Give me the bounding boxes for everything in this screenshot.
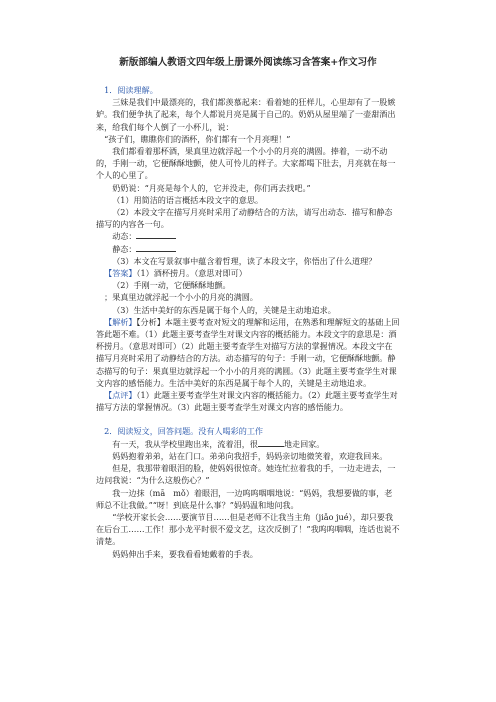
passage-paragraph: 三妹是我们中最漂亮的，我们都羡慕起来：看着她的狂样儿，心里却有了一股嫉妒。我们便争执了起来，每个人都说月亮是属于自己的。奶奶从屋里端了一壶甜酒出来，给我们每个人倒了一小杯儿，说： bbox=[96, 97, 396, 132]
sub-question-2: （2）本段文字在描写月亮时采用了动静结合的方法，请写出动态．描写和静态描写的内容各一句。 bbox=[96, 207, 393, 230]
passage-paragraph: 我们都看着那杯酒，果真里边就浮起一个小小的月亮的满圆。捧着，一动不动的，手刚一动，它便酥酥地颤，使人可怜儿的样子。大家都喝下肚去，月亮就在每一个人的心里了。 bbox=[96, 146, 396, 181]
answer-3: （3）生活中美好的东西是属于每个人的，关键是主动地追求。 bbox=[112, 304, 336, 315]
passage-paragraph: 奶奶说：“月亮是每个人的，它并没走，你们再去找吧。” bbox=[112, 182, 311, 193]
passage-paragraph: “孩子们，瞧瞧你们的酒杯，你们都有一个月亮哩！” bbox=[104, 133, 291, 144]
analysis-block bbox=[96, 316, 400, 389]
story-paragraph: “学校开家长会……要演节目……但是老师不让我当主角（jiǎo jué），却只要我在后台工……工作！那小龙平时很不爱文艺，这次反倒了！”我呜呜咽咽，连话也说不清楚。 bbox=[96, 511, 400, 547]
story-text: 地走回家。 bbox=[283, 438, 325, 449]
answer-1: （1）酒杯捞月。（意思对即可） bbox=[136, 268, 247, 279]
comment-block bbox=[96, 389, 400, 413]
dynamic-label: 动态： bbox=[112, 231, 137, 242]
question-2-heading: 2．阅读短文，回答问题。没有人喝彩的工作 bbox=[104, 426, 264, 437]
answer-2: （2）手刚一动，它便酥酥地颤。 bbox=[112, 280, 231, 291]
comment-text: （1）此题主要考查学生对课文内容的概括能力。（2）此题主要考查学生对描写方法的掌握情况。（3）此题主要考查学生对课文内容的感悟能力。 bbox=[96, 390, 398, 413]
dynamic-answer-line bbox=[96, 230, 400, 242]
question-1-heading: 1．阅读理解。 bbox=[104, 85, 158, 95]
analysis-text: 【分析】本题主要考查对短文的理解和运用，在熟悉和理解短文的基础上回答此题不难。（1）此题主要考查学生对课文内容的概括能力。本段文字的意思是：酒杯捞月。（意思对即可）（2）此题主要考查学生对描写方法的掌握情况。本段文字在描写月亮时采用了动静结合的方法。动态描写的句子：手刚一动，它便酥酥地颤。静态描写的句子：果真里边就浮起一个小小的月亮的满圆。（3）此题主要考查学生对课文内容的感悟能力。生活中美好的东西是属于每个人的，关键是主动地追求。 bbox=[96, 316, 400, 388]
sub-question-1: （1）用简洁的语言概括本段文字的意思。 bbox=[112, 194, 264, 205]
story-text: 有一天，我从学校里跑出来，流着泪，很 bbox=[112, 438, 258, 449]
answer-tag: 【答案】 bbox=[104, 268, 137, 279]
story-paragraph: 妈妈伸出手来，要我看看她戴着的手表。 bbox=[112, 548, 258, 559]
static-blank bbox=[136, 243, 176, 252]
comment-tag: 【点评】 bbox=[104, 390, 137, 401]
sub-question-3: （3）本文在写景叙事中蕴含着哲理，读了本段文字，你悟出了什么道理？ bbox=[112, 255, 377, 266]
static-answer-line bbox=[96, 243, 400, 255]
story-paragraph: 但是，我那带着眼泪的脸，使妈妈很惊奇。她连忙拉着我的手，一边走进去，一边问我说：“为什么这般伤心？” bbox=[96, 463, 396, 486]
story-paragraph bbox=[96, 438, 400, 450]
analysis-tag: 【解析】 bbox=[104, 316, 137, 327]
dynamic-blank bbox=[136, 230, 176, 239]
story-paragraph: 我一边抹（mā mǒ）着眼泪，一边呜呜咽咽地说：“妈妈，我想要做的事，老师总不让我做。”“呀！到底是什么事？”妈妈温和地问我。 bbox=[96, 487, 393, 510]
answer-2b: ；果真里边就浮起一个小小的月亮的满圆。 bbox=[104, 292, 258, 303]
document-body bbox=[96, 84, 400, 560]
fill-in-blank bbox=[258, 438, 284, 447]
answer-line-1 bbox=[96, 267, 400, 279]
static-label: 静态： bbox=[112, 243, 137, 254]
section-gap bbox=[96, 413, 400, 425]
document-title: 新版部编人教语文四年级上册课外阅读练习含答案+作文习作 bbox=[119, 57, 377, 68]
story-paragraph: 妈妈抱着弟弟，站在门口。弟弟向我招手，妈妈亲切地微笑着，欢迎我回来。 bbox=[112, 450, 388, 461]
